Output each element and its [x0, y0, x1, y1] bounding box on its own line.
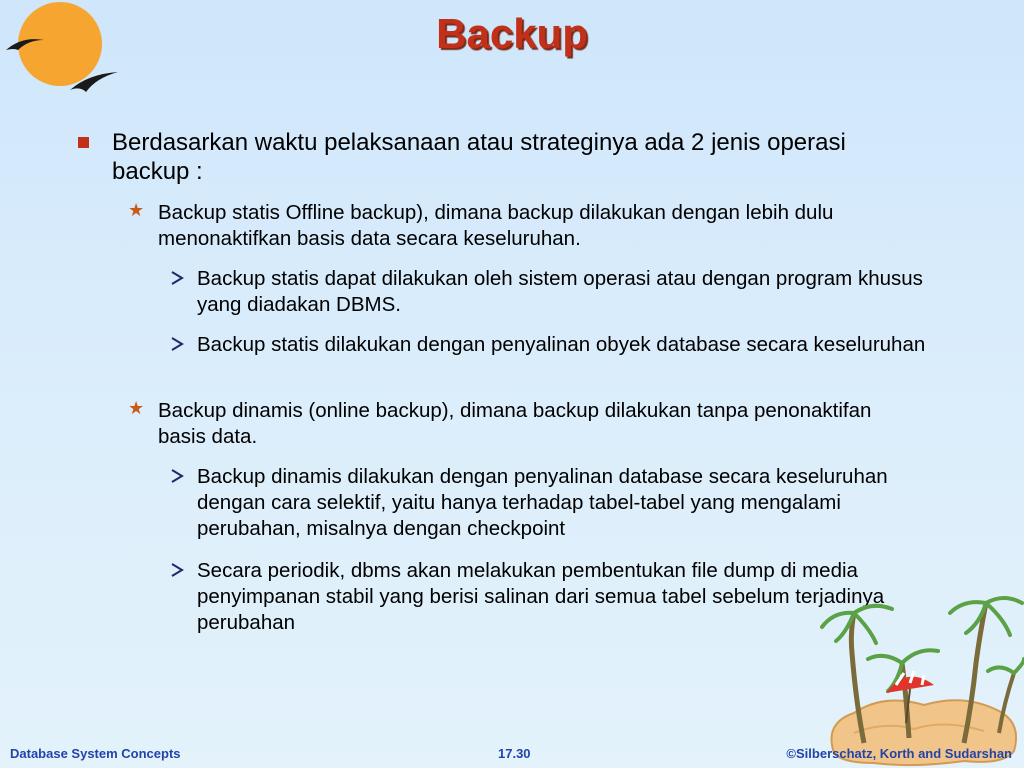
arrow-bullet-icon: [170, 562, 184, 578]
slide-title: Backup: [436, 10, 588, 57]
arrow-bullet-icon: [170, 270, 184, 286]
footer-copyright: ©Silberschatz, Korth and Sudarshan: [786, 746, 1012, 761]
footer-course: Database System Concepts: [10, 746, 181, 761]
footer-slide-number: 17.30: [498, 746, 531, 761]
bullet-text: Backup statis dilakukan dengan penyalinan obyek database secara keseluruhan: [197, 333, 926, 356]
bullet-text: Backup dinamis (online backup), dimana backup dilakukan tanpa penonaktifan basis data.: [158, 399, 872, 448]
bullet-text: Backup statis Offline backup), dimana backup dilakukan dengan lebih dulu menonaktifkan basis data secara keseluruhan.: [158, 201, 834, 250]
square-bullet-icon: [78, 137, 89, 148]
bullet-text: Secara periodik, dbms akan melakukan pembentukan file dump di media penyimpanan stabil yang berisi salinan dari semua tabel sebelum terjadinya perubahan: [197, 559, 885, 634]
arrow-bullet-icon: [170, 336, 184, 352]
arrow-bullet-icon: [170, 468, 184, 484]
star-bullet-icon: ★: [128, 200, 145, 220]
bullet-text: Berdasarkan waktu pelaksanaan atau strateginya ada 2 jenis operasi backup :: [112, 129, 846, 185]
palm-island-icon: [814, 593, 1024, 768]
star-bullet-icon: ★: [128, 398, 145, 418]
bullet-text: Backup statis dapat dilakukan oleh sistem operasi atau dengan program khusus yang diadakan DBMS.: [197, 267, 923, 316]
bullet-text: Backup dinamis dilakukan dengan penyalinan database secara keseluruhan dengan cara selektif, yaitu hanya terhadap tabel-tabel yang mengalami perubahan, misalnya dengan checkpoint: [197, 465, 888, 540]
